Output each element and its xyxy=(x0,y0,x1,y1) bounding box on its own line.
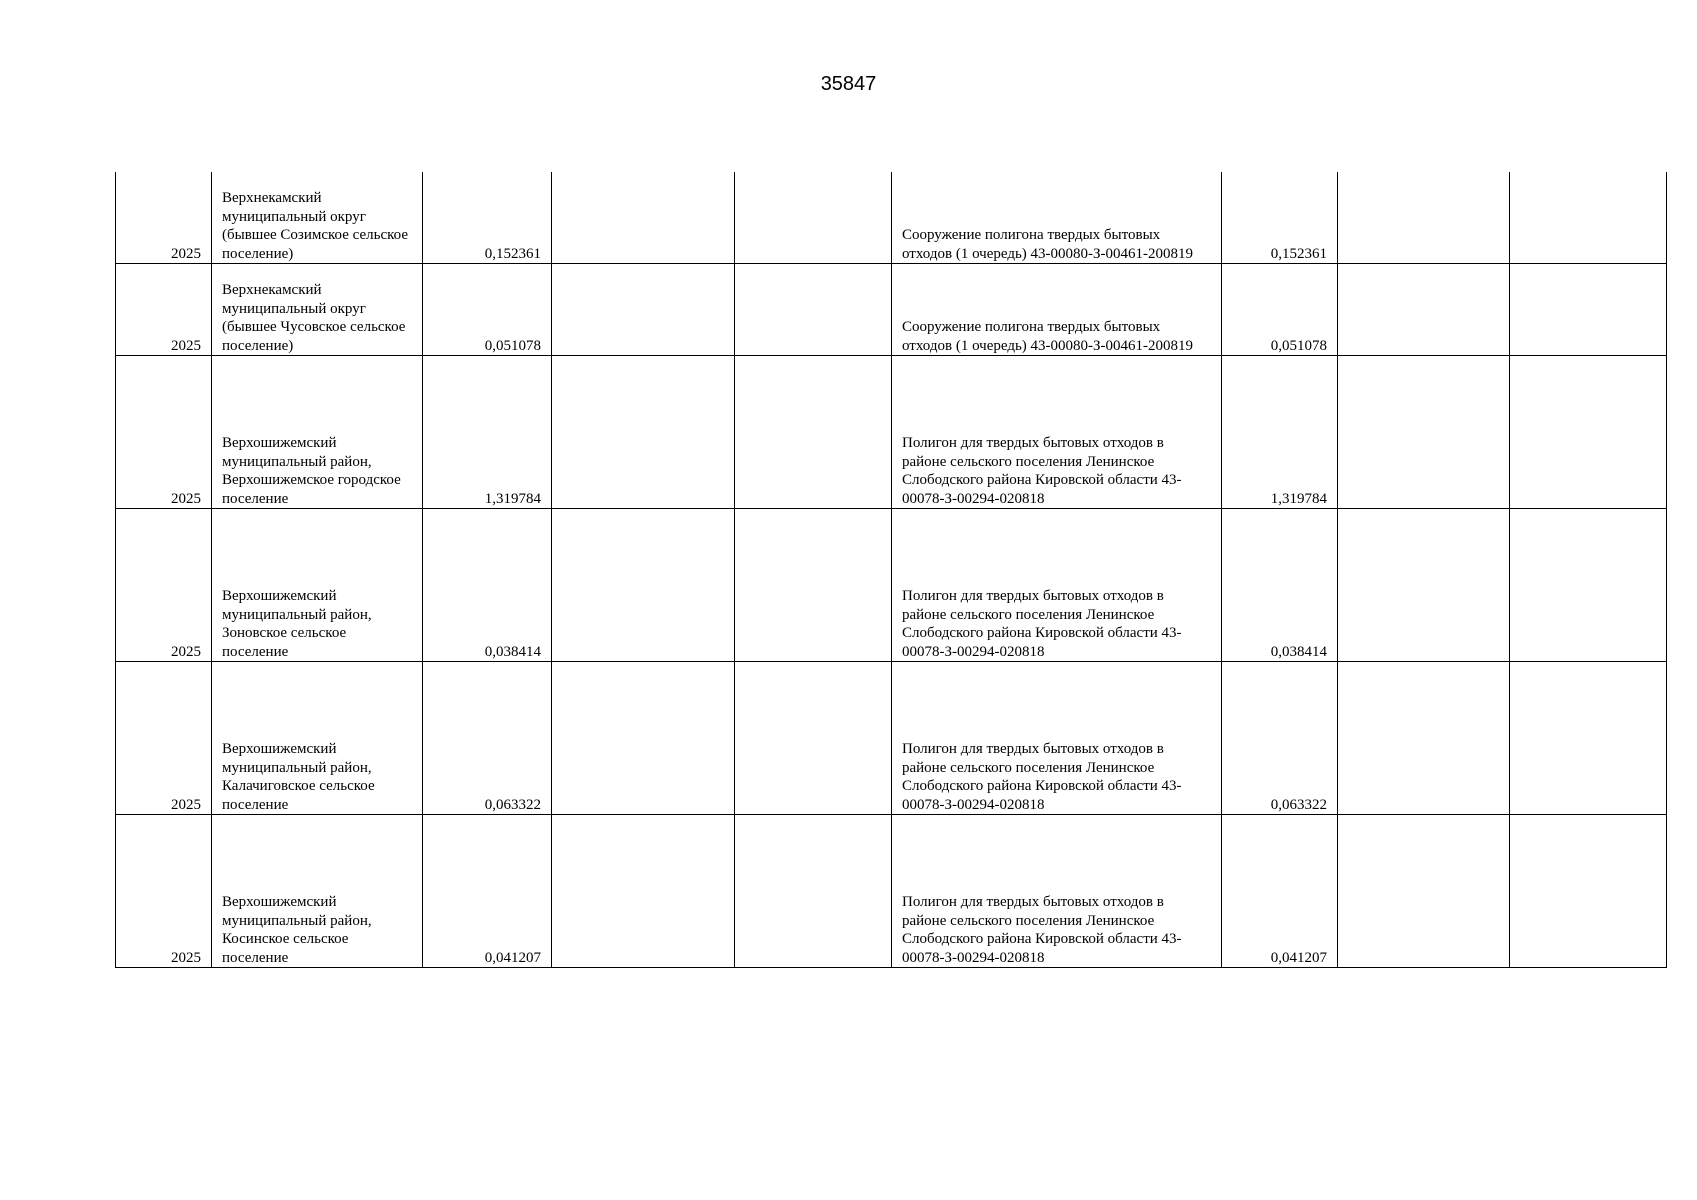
empty-cell xyxy=(1338,172,1510,264)
empty-cell xyxy=(1510,509,1667,662)
empty-cell xyxy=(1510,662,1667,815)
empty-cell xyxy=(552,662,735,815)
table-row xyxy=(116,509,1667,662)
year-cell: 2025 xyxy=(116,172,212,264)
empty-cell xyxy=(735,172,892,264)
empty-cell xyxy=(1510,815,1667,968)
empty-cell xyxy=(552,509,735,662)
facility-value-cell: 0,063322 xyxy=(1222,662,1338,815)
facility-cell: Сооружение полигона твердых бытовых отходов (1 очередь) 43-00080-З-00461-200819 xyxy=(892,264,1222,356)
municipality-cell: Верхошижемский муниципальный район, Зоновское сельское поселение xyxy=(212,509,423,662)
empty-cell xyxy=(1510,264,1667,356)
year-cell: 2025 xyxy=(116,815,212,968)
empty-cell xyxy=(735,264,892,356)
table-row xyxy=(116,264,1667,356)
municipality-cell: Верхошижемский муниципальный район, Верхошижемское городское поселение xyxy=(212,356,423,509)
empty-cell xyxy=(735,509,892,662)
value-cell: 1,319784 xyxy=(423,356,552,509)
facility-value-cell: 0,051078 xyxy=(1222,264,1338,356)
facility-value-cell: 0,041207 xyxy=(1222,815,1338,968)
facility-cell: Полигон для твердых бытовых отходов в районе сельского поселения Ленинское Слободского района Кировской области 43-00078-З-00294-020818 xyxy=(892,662,1222,815)
empty-cell xyxy=(1338,662,1510,815)
empty-cell xyxy=(1338,356,1510,509)
facility-cell: Полигон для твердых бытовых отходов в районе сельского поселения Ленинское Слободского района Кировской области 43-00078-З-00294-020818 xyxy=(892,815,1222,968)
table-row xyxy=(116,662,1667,815)
empty-cell xyxy=(735,356,892,509)
year-cell: 2025 xyxy=(116,264,212,356)
empty-cell xyxy=(552,172,735,264)
value-cell: 0,063322 xyxy=(423,662,552,815)
facility-value-cell: 1,319784 xyxy=(1222,356,1338,509)
value-cell: 0,051078 xyxy=(423,264,552,356)
facility-cell: Полигон для твердых бытовых отходов в районе сельского поселения Ленинское Слободского района Кировской области 43-00078-З-00294-020818 xyxy=(892,509,1222,662)
value-cell: 0,041207 xyxy=(423,815,552,968)
facility-value-cell: 0,038414 xyxy=(1222,509,1338,662)
empty-cell xyxy=(735,662,892,815)
empty-cell xyxy=(552,815,735,968)
table-row xyxy=(116,815,1667,968)
page-number: 35847 xyxy=(820,73,877,95)
empty-cell xyxy=(735,815,892,968)
facility-value-cell: 0,152361 xyxy=(1222,172,1338,264)
empty-cell xyxy=(1338,509,1510,662)
year-cell: 2025 xyxy=(116,356,212,509)
facility-cell: Полигон для твердых бытовых отходов в районе сельского поселения Ленинское Слободского района Кировской области 43-00078-З-00294-020818 xyxy=(892,356,1222,509)
year-cell: 2025 xyxy=(116,662,212,815)
empty-cell xyxy=(1510,356,1667,509)
municipality-cell: Верхнекамский муниципальный округ (бывшее Созимское сельское поселение) xyxy=(212,172,423,264)
empty-cell xyxy=(552,264,735,356)
municipality-cell: Верхнекамский муниципальный округ (бывшее Чусовское сельское поселение) xyxy=(212,264,423,356)
value-cell: 0,152361 xyxy=(423,172,552,264)
year-cell: 2025 xyxy=(116,509,212,662)
data-table xyxy=(115,172,1667,968)
empty-cell xyxy=(1338,815,1510,968)
value-cell: 0,038414 xyxy=(423,509,552,662)
empty-cell xyxy=(552,356,735,509)
empty-cell xyxy=(1510,172,1667,264)
table-row xyxy=(116,172,1667,264)
municipality-cell: Верхошижемский муниципальный район, Косинское сельское поселение xyxy=(212,815,423,968)
municipality-cell: Верхошижемский муниципальный район, Калачиговское сельское поселение xyxy=(212,662,423,815)
facility-cell: Сооружение полигона твердых бытовых отходов (1 очередь) 43-00080-З-00461-200819 xyxy=(892,172,1222,264)
table-row xyxy=(116,356,1667,509)
empty-cell xyxy=(1338,264,1510,356)
